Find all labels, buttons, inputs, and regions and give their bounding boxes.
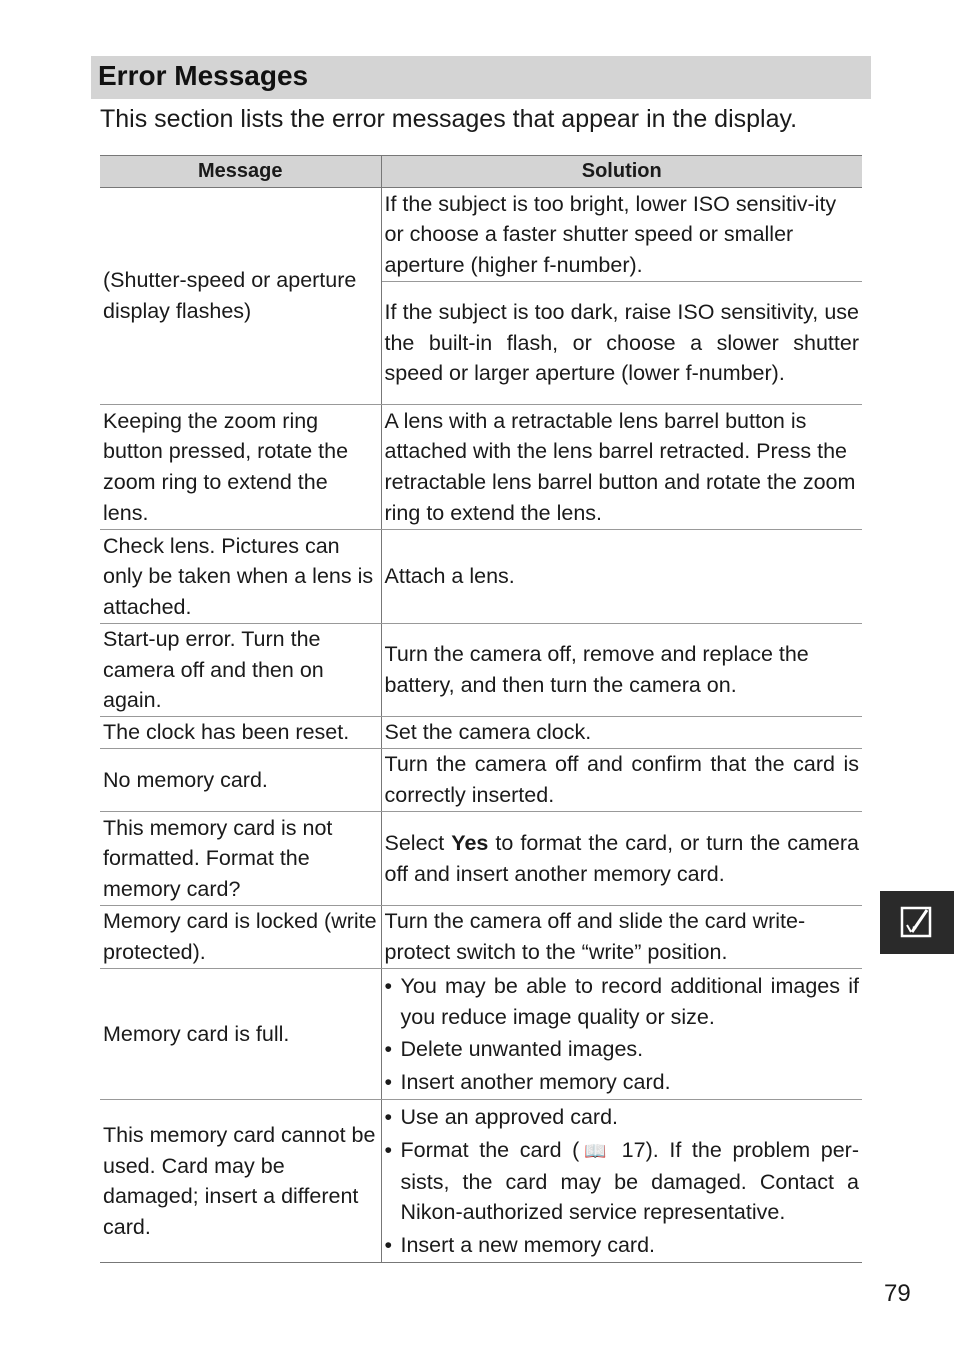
table-row xyxy=(100,624,862,717)
page-number: 79 xyxy=(884,1280,911,1307)
bullet-item: • Insert a new memory card. xyxy=(385,1230,860,1261)
solution-cell xyxy=(381,812,862,906)
bullet-item: • Delete unwanted images. xyxy=(385,1034,860,1065)
table-row xyxy=(100,749,862,812)
section-intro: This section lists the error messages that appear in the display. xyxy=(100,105,798,133)
solution-cell: If the subject is too bright, lower ISO sensitiv-ity or choose a faster shutter speed or smaller aperture (higher f-number). xyxy=(381,188,862,282)
table-row xyxy=(100,405,862,530)
table-row xyxy=(100,969,862,1100)
solution-cell xyxy=(381,969,862,1100)
message-cell: Keeping the zoom ring button pressed, rotate the zoom ring to extend the lens. xyxy=(100,405,381,530)
message-cell: (Shutter-speed or aperture display flashes) xyxy=(100,188,381,405)
table-header-row xyxy=(100,156,862,188)
error-messages-table xyxy=(100,155,862,1263)
message-cell: This memory card cannot be used. Card may be damaged; insert a different card. xyxy=(100,1100,381,1263)
table-row xyxy=(100,188,862,282)
solution-cell: Set the camera clock. xyxy=(381,717,862,749)
solution-bullets xyxy=(385,1102,860,1260)
solution-text: Select xyxy=(384,830,452,855)
solution-cell xyxy=(381,1100,862,1263)
table-row xyxy=(100,1100,862,1263)
solution-text: to format the card, or turn the camera off and insert another memory card. xyxy=(384,830,859,886)
header-message: Message xyxy=(100,156,381,188)
solution-cell: If the subject is too dark, raise ISO sensitivity, use the built-in flash, or choose a slower shutter speed or larger aperture (lower f-number). xyxy=(381,282,862,405)
solution-cell: Turn the camera off, remove and replace the battery, and then turn the camera on. xyxy=(381,624,862,717)
table-row xyxy=(100,530,862,624)
bullet-item: • Use an approved card. xyxy=(385,1102,860,1133)
table-row xyxy=(100,906,862,969)
solution-cell: Attach a lens. xyxy=(381,530,862,624)
solution-cell: Turn the camera off and slide the card write-protect switch to the “write” position. xyxy=(381,906,862,969)
message-cell: The clock has been reset. xyxy=(100,717,381,749)
message-cell: Memory card is full. xyxy=(100,969,381,1100)
bullet-text: Format the card ( xyxy=(400,1137,580,1162)
message-cell: This memory card is not formatted. Format the memory card? xyxy=(100,812,381,906)
solution-cell: A lens with a retractable lens barrel button is attached with the lens barrel retracted. Press the retractable lens barrel button and rotate the zoom ring to extend the lens. xyxy=(381,405,862,530)
solution-bullets xyxy=(385,971,860,1097)
section-header xyxy=(91,56,871,99)
message-cell: Memory card is locked (write protected). xyxy=(100,906,381,969)
bullet-item: • You may be able to record additional images if you reduce image quality or size. xyxy=(385,971,860,1032)
solution-option-yes: Yes xyxy=(451,830,489,855)
table-row xyxy=(100,812,862,906)
troubleshooting-pencil-icon xyxy=(900,905,934,939)
section-title: Error Messages xyxy=(98,60,309,91)
message-cell: No memory card. xyxy=(100,749,381,812)
header-solution: Solution xyxy=(381,156,862,188)
message-cell: Check lens. Pictures can only be taken when a lens is attached. xyxy=(100,530,381,624)
book-icon: 📖 xyxy=(579,1140,612,1161)
bullet-text: 17). If the problem per-sists, the card may be damaged. Contact a Nikon-authorized service representative. xyxy=(400,1137,859,1225)
solution-cell: Turn the camera off and confirm that the card is correctly inserted. xyxy=(381,749,862,812)
bullet-item: • Insert another memory card. xyxy=(385,1067,860,1098)
message-cell: Start-up error. Turn the camera off and then on again. xyxy=(100,624,381,717)
chapter-tab xyxy=(880,891,954,954)
bullet-item xyxy=(385,1135,860,1228)
table-row xyxy=(100,717,862,749)
